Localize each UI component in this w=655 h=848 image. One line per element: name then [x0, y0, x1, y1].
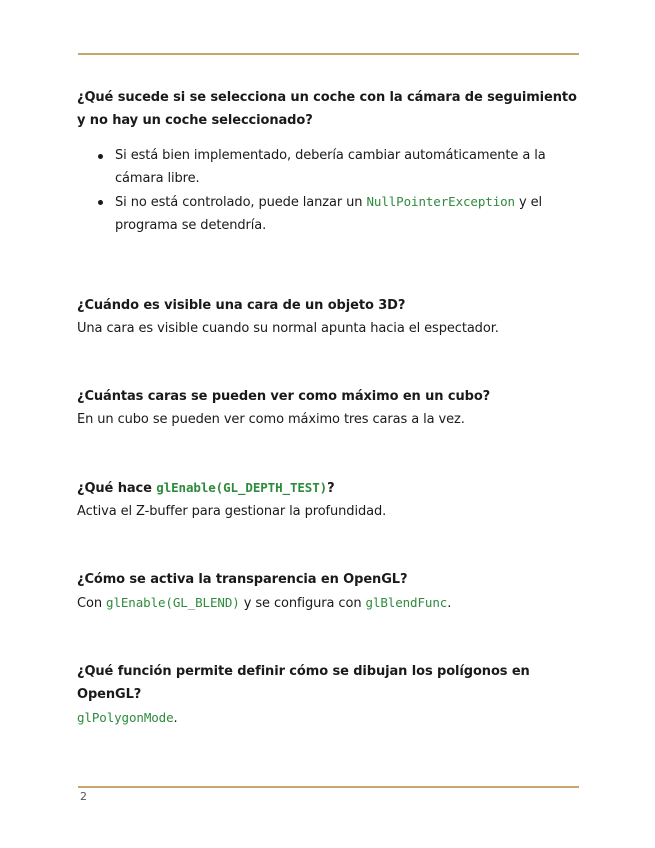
- list-item: [77, 144, 577, 190]
- inline-code: NullPointerException: [366, 194, 515, 209]
- answer-5-tail: .: [447, 596, 452, 611]
- qa-block-2: [77, 294, 577, 340]
- qa-block-6: [77, 660, 577, 730]
- bullet-text-tail: y el programa se detendría.: [115, 195, 543, 233]
- bullet-text: Si no está controlado, puede lanzar un: [115, 195, 367, 210]
- footer-rule: [78, 786, 579, 788]
- answer-4: Activa el Z-buffer para gestionar la profundidad.: [77, 504, 387, 519]
- question-5: ¿Cómo se activa la transparencia en OpenGL?: [77, 572, 408, 587]
- answer-5: [77, 591, 577, 615]
- question-4-text: ¿Qué hace: [77, 481, 157, 496]
- answer-5-text: Con: [77, 596, 107, 611]
- bullet-list: [77, 144, 577, 237]
- inline-code: glEnable(GL_DEPTH_TEST): [156, 480, 328, 495]
- qa-block-1: [77, 86, 577, 237]
- header-rule: [78, 53, 579, 55]
- inline-code: glPolygonMode: [77, 710, 174, 725]
- page-number: 2: [80, 790, 87, 803]
- answer-6-tail: .: [173, 711, 178, 726]
- qa-block-3: [77, 385, 577, 431]
- document-body: [77, 86, 577, 730]
- question-2: ¿Cuándo es visible una cara de un objeto 3D?: [77, 298, 406, 313]
- bullet-icon: [98, 154, 103, 159]
- list-item: [77, 190, 577, 237]
- answer-6: [77, 706, 577, 730]
- answer-3: En un cubo se pueden ver como máximo tres caras a la vez.: [77, 412, 465, 427]
- question-4-tail: ?: [327, 481, 335, 496]
- question-6: ¿Qué función permite definir cómo se dibujan los polígonos en OpenGL?: [77, 664, 530, 702]
- inline-code: glBlendFunc: [365, 595, 448, 610]
- question-3: ¿Cuántas caras se pueden ver como máximo en un cubo?: [77, 389, 491, 404]
- bullet-text: Si está bien implementado, debería cambiar automáticamente a la cámara libre.: [115, 148, 546, 186]
- question-4: [77, 476, 577, 500]
- bullet-icon: [98, 200, 103, 205]
- question-1: ¿Qué sucede si se selecciona un coche con la cámara de seguimiento y no hay un coche seleccionado?: [77, 90, 577, 128]
- inline-code: glEnable(GL_BLEND): [106, 595, 240, 610]
- answer-5-mid: y se configura con: [239, 596, 366, 611]
- answer-2: Una cara es visible cuando su normal apunta hacia el espectador.: [77, 321, 499, 336]
- qa-block-5: [77, 568, 577, 615]
- qa-block-4: [77, 476, 577, 523]
